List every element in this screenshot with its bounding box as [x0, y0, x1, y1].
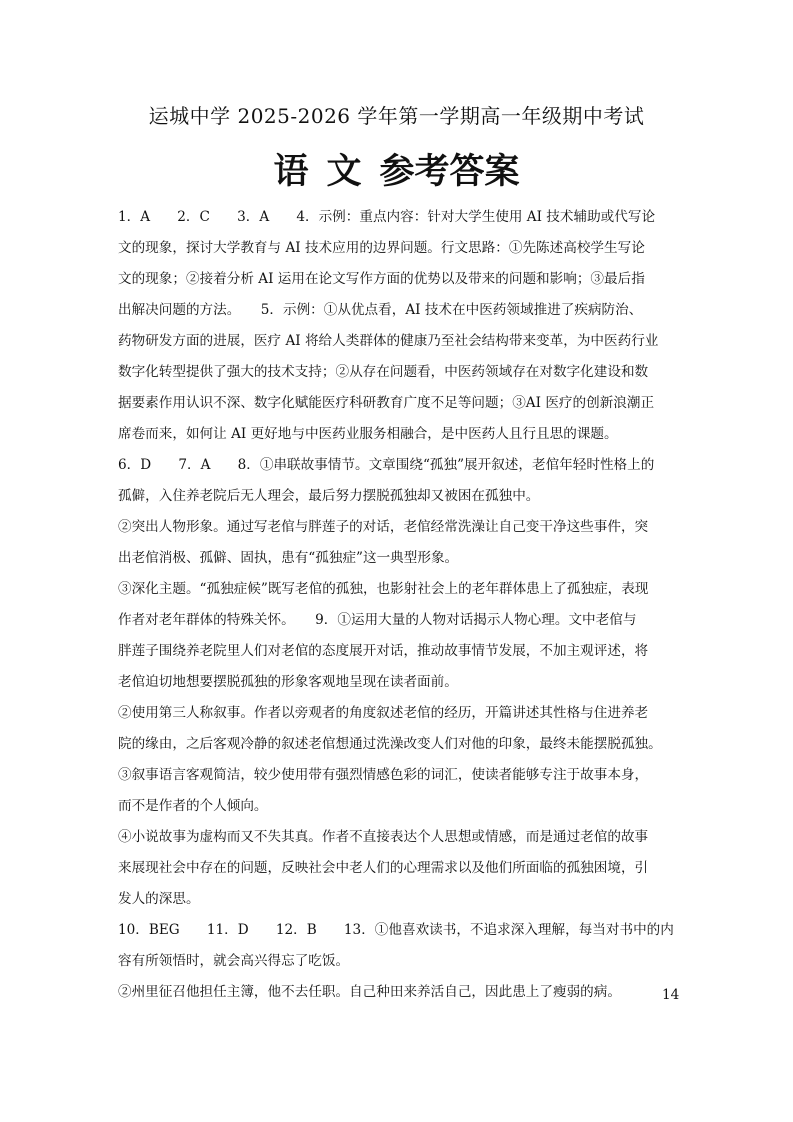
answer-line: ②突出人物形象。通过写老倌与胖莲子的对话，老倌经常洗澡让自己变干净这些事件，突 [118, 519, 649, 535]
answer-line: 席卷而来，如何让 AI 更好地与中医药业服务相融合，是中医药人且行且思的课题。 [118, 426, 618, 442]
answer-line: 容有所领悟时，就会高兴得忘了吃饭。 [118, 953, 350, 969]
answer-line: 文的现象，探讨大学教育与 AI 技术应用的边界问题。行文思路：①先陈述高校学生写论 [118, 240, 645, 256]
answer-line: ③深化主题。“孤独症候”既写老倌的孤独，也影射社会上的老年群体患上了孤独症，表现 [118, 581, 649, 597]
answer-line: 1．A 2．C 3．A 4．示例：重点内容：针对大学生使用 AI 技术辅助或代写论 [118, 209, 656, 225]
answer-line: 药物研发方面的进展，医疗 AI 将给人类群体的健康乃至社会结构带来变革，为中医药行业 [118, 333, 659, 349]
answer-line: 胖莲子围绕养老院里人们对老倌的态度展开对话，推动故事情节发展，不加主观评述，将 [118, 643, 649, 659]
subject-char-1: 语 [273, 152, 309, 192]
answer-line: 10．BEG 11．D 12．B 13．①他喜欢读书，不追求深入理解，每当对书中的内 [118, 922, 674, 938]
answer-line: ④小说故事为虚构而又不失其真。作者不直接表达个人思想或情感，而是通过老倌的故事 [118, 829, 649, 845]
answer-line: ②使用第三人称叙事。作者以旁观者的角度叙述老倌的经历，开篇讲述其性格与住进养老 [118, 705, 649, 721]
answer-line: 文的现象；②接着分析 AI 运用在论文写作方面的优势以及带来的问题和影响；③最后指 [118, 271, 645, 287]
answer-line: 来展现社会中存在的问题，反映社会中老人们的心理需求以及他们所面临的孤独困境，引 [118, 860, 649, 876]
answer-line: ③叙事语言客观简洁，较少使用带有强烈情感色彩的词汇，使读者能够专注于故事本身， [118, 767, 649, 783]
answer-line: 出老倌消极、孤僻、固执，患有“孤独症”这一典型形象。 [118, 550, 459, 566]
page-number: 14 [662, 987, 680, 1003]
answer-line: 院的缘由，之后客观冷静的叙述老倌想通过洗澡改变人们对他的印象，最终未能摆脱孤独。 [118, 736, 662, 752]
answer-line: 作者对老年群体的特殊关怀。 9．①运用大量的人物对话揭示人物心理。文中老倌与 [118, 612, 637, 628]
answer-body [118, 202, 678, 1008]
answer-key-label: 参考答案 [379, 152, 520, 192]
answer-line: 老倌迫切地想要摆脱孤独的形象客观地呈现在读者面前。 [118, 674, 458, 690]
answer-line: 孤僻，入住养老院后无人理会，最后努力摆脱孤独却又被困在孤独中。 [118, 488, 540, 504]
answer-line: 出解决问题的方法。 5．示例：①从优点看，AI 技术在中医药领域推进了疾病防治、 [118, 302, 643, 318]
subject-char-2: 文 [326, 152, 362, 192]
answer-line: 而不是作者的个人倾向。 [118, 798, 268, 814]
answer-line: 发人的深思。 [118, 891, 200, 907]
exam-title: 运城中学 2025-2026 学年第一学期高一年级期中考试 [148, 104, 645, 128]
answer-line: 数字化转型提供了强大的技术支持；②从存在问题看，中医药领域存在对数字化建设和数 [118, 364, 649, 380]
subject-title [0, 144, 793, 194]
answer-line: 据要素作用认识不深、数字化赋能医疗科研教育广度不足等问题；③AI 医疗的创新浪潮正 [118, 395, 655, 411]
answer-line: ②州里征召他担任主簿，他不去任职。自己种田来养活自己，因此患上了瘦弱的病。 [118, 984, 621, 1000]
answer-line: 6．D 7．A 8．①串联故事情节。文章围绕“孤独”展开叙述，老倌年轻时性格上的 [118, 457, 655, 473]
